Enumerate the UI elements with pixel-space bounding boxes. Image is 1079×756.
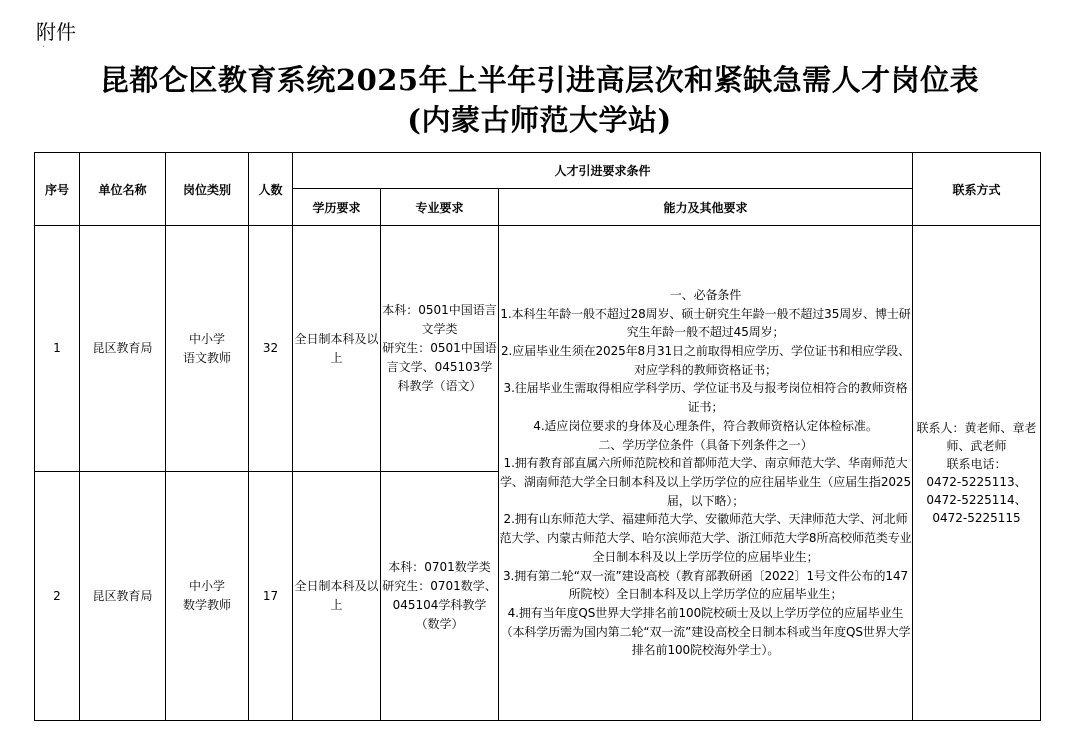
row-count: 17: [249, 472, 293, 721]
requirement-item: 1.本科生年龄一般不超过28周岁、硕士研究生年龄一般不超过35周岁、博士研究生年龄一般不超过45周岁；: [500, 306, 911, 340]
header-conditions-group: 人才引进要求条件: [293, 153, 913, 189]
row-education: 全日制本科及以上: [293, 226, 381, 472]
contact-phone-label: 联系电话：: [946, 457, 1007, 471]
row-post-type: [166, 226, 249, 472]
row-seq: 1: [35, 226, 80, 472]
header-post-type: 岗位类别: [166, 153, 249, 226]
row-major: 本科：0501中国语言文学类 研究生：0501中国语言文学、045103学科教学（语文）: [381, 226, 499, 472]
page-subtitle: (内蒙古师范大学站): [407, 103, 672, 137]
requirements-cell: [499, 226, 913, 721]
row-seq: 2: [35, 472, 80, 721]
requirement-item: 1.拥有教育部直属六所师范院校和首都师范大学、南京师范大学、华南师范大学、湖南师范大学全日制本科及以上学历学位的应往届毕业生（应届生指2025届，以下略）；: [500, 456, 911, 508]
requirement-item: 4.适应岗位要求的身体及心理条件，符合教师资格认定体检标准。: [533, 418, 878, 433]
row-post-type: [166, 472, 249, 721]
row-count: 32: [249, 226, 293, 472]
header-unit: 单位名称: [80, 153, 166, 226]
requirement-item: 4.拥有当年度QS世界大学排名前100院校硕士及以上学历学位的应届毕业生（本科学历需为国内第二轮“双一流”建设高校全日制本科或当年度QS世界大学排名前100院校海外学士）。: [500, 605, 911, 658]
table-row: [35, 226, 1041, 472]
row-unit: 昆区教育局: [80, 472, 166, 721]
row-unit: 昆区教育局: [80, 226, 166, 472]
post-type-line1: 中小学: [188, 331, 225, 346]
contact-phone: 0472-5225113、: [926, 475, 1027, 489]
row-education: 全日制本科及以上: [293, 472, 381, 721]
page-title: 昆都仑区教育系统2025年上半年引进高层次和紧缺急需人才岗位表: [99, 63, 980, 97]
requirement-item: 一、必备条件: [669, 287, 742, 302]
contact-persons: 联系人：黄老师、章老师、武老师: [916, 421, 1037, 453]
decorative-dot: ·: [42, 42, 46, 53]
requirement-item: 二、学历学位条件（具备下列条件之一）: [598, 437, 813, 452]
requirement-item: 3.拥有第二轮“双一流”建设高校（教育部教研函〔2022〕1号文件公布的147所院校）全日制本科及以上学历学位的应届毕业生；: [502, 568, 909, 602]
requirement-item: 3.往届毕业生需取得相应学科学历、学位证书及与报考岗位相符合的教师资格证书；: [503, 381, 908, 415]
requirement-item: 2.应届毕业生须在2025年8月31日之前取得相应学历、学位证书和相应学段、对应学科的教师资格证书；: [500, 344, 911, 377]
contact-cell: [913, 226, 1041, 721]
header-contact: 联系方式: [913, 153, 1041, 226]
header-ability: 能力及其他要求: [499, 189, 913, 226]
position-table: [34, 152, 1041, 721]
attachment-label: 附件: [36, 20, 76, 44]
post-type-line2: 数学教师: [182, 598, 231, 612]
header-seq: 序号: [35, 153, 80, 226]
header-major: 专业要求: [381, 189, 499, 226]
contact-phone: 0472-5225115: [932, 511, 1021, 525]
contact-phone: 0472-5225114、: [926, 493, 1027, 507]
requirement-item: 2.拥有山东师范大学、福建师范大学、安徽师范大学、天津师范大学、河北师范大学、内蒙古师范大学、哈尔滨师范大学、浙江师范大学8所高校师范类专业全日制本科及以上学历学位的应届毕业生；: [499, 512, 912, 564]
post-type-line1: 中小学: [188, 579, 225, 593]
header-education: 学历要求: [293, 189, 381, 226]
post-type-line2: 语文教师: [182, 350, 231, 365]
header-row-1: [35, 153, 1041, 189]
row-major: 本科：0701数学类 研究生：0701数学、045104学科教学（数学）: [381, 472, 499, 721]
header-count: 人数: [249, 153, 293, 226]
